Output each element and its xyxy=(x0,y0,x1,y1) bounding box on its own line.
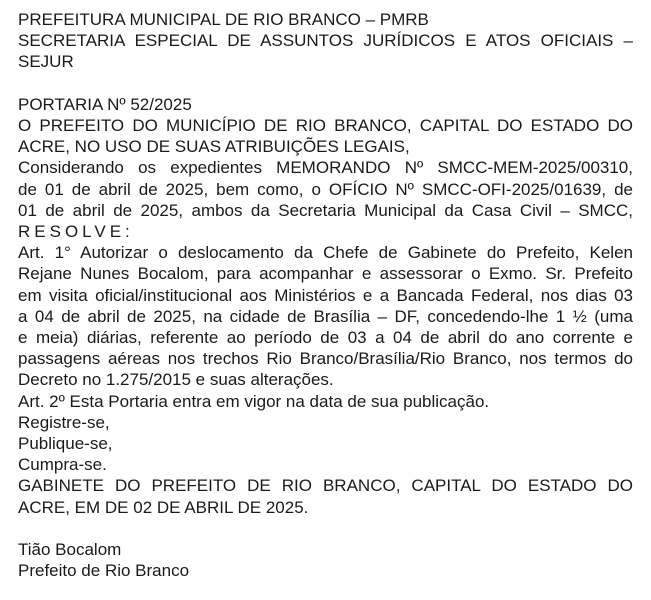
closing-publish: Publique-se, xyxy=(18,434,113,454)
considering-line-2: de 01 de abril de 2025, bem como, o OFÍCIO Nº SMCC-OFI-2025/01639, de xyxy=(18,179,633,199)
header-secretaria: SECRETARIA ESPECIAL DE ASSUNTOS JURÍDICOS E ATOS OFICIAIS – xyxy=(18,31,633,51)
header-sejur: SEJUR xyxy=(18,52,74,72)
header-prefeitura: PREFEITURA MUNICIPAL DE RIO BRANCO – PMRB xyxy=(18,10,429,29)
closing-comply: Cumpra-se. xyxy=(18,455,107,475)
signature-role: Prefeito de Rio Branco xyxy=(18,561,190,581)
office-line-2: ACRE, EM DE 02 DE ABRIL DE 2025. xyxy=(18,497,309,517)
resolve-heading: RESOLVE: xyxy=(18,222,134,242)
considering-line-3: 01 de abril de 2025, ambos da Secretaria Municipal da Casa Civil – SMCC, xyxy=(18,200,633,220)
preamble-line-2: ACRE, NO USO DE SUAS ATRIBUIÇÕES LEGAIS, xyxy=(18,137,410,157)
signature-name: Tião Bocalom xyxy=(18,540,122,560)
art1-line-4: a 04 de abril de 2025, na cidade de Brasília – DF, concedendo-lhe 1 ½ (uma xyxy=(18,306,633,326)
art1-line-7: Decreto no 1.275/2015 e suas alterações. xyxy=(18,370,334,390)
art1-line-5: e meia) diárias, referente ao período de 03 a 04 de abril do ano corrente e xyxy=(18,328,633,348)
art1-line-1: Art. 1° Autorizar o deslocamento da Chefe de Gabinete do Prefeito, Kelen xyxy=(18,243,633,263)
document-title: PORTARIA Nº 52/2025 xyxy=(18,94,192,114)
art1-line-3: em visita oficial/institucional aos Ministérios e a Bancada Federal, nos dias 03 xyxy=(18,285,633,305)
art2: Art. 2º Esta Portaria entra em vigor na data de sua publicação. xyxy=(18,391,490,411)
spacer xyxy=(18,518,633,539)
preamble-line-1: O PREFEITO DO MUNICÍPIO DE RIO BRANCO, CAPITAL DO ESTADO DO xyxy=(18,116,633,135)
spacer xyxy=(18,73,633,94)
art1-line-6: passagens aéreas nos trechos Rio Branco/Brasília/Rio Branco, nos termos do xyxy=(18,349,633,369)
considering-line-1: Considerando os expedientes MEMORANDO Nº SMCC-MEM-2025/00310, xyxy=(18,158,633,178)
art1-line-2: Rejane Nunes Bocalom, para acompanhar e assessorar o Exmo. Sr. Prefeito xyxy=(18,264,633,284)
closing-register: Registre-se, xyxy=(18,412,110,432)
office-line-1: GABINETE DO PREFEITO DE RIO BRANCO, CAPITAL DO ESTADO DO xyxy=(18,476,633,496)
